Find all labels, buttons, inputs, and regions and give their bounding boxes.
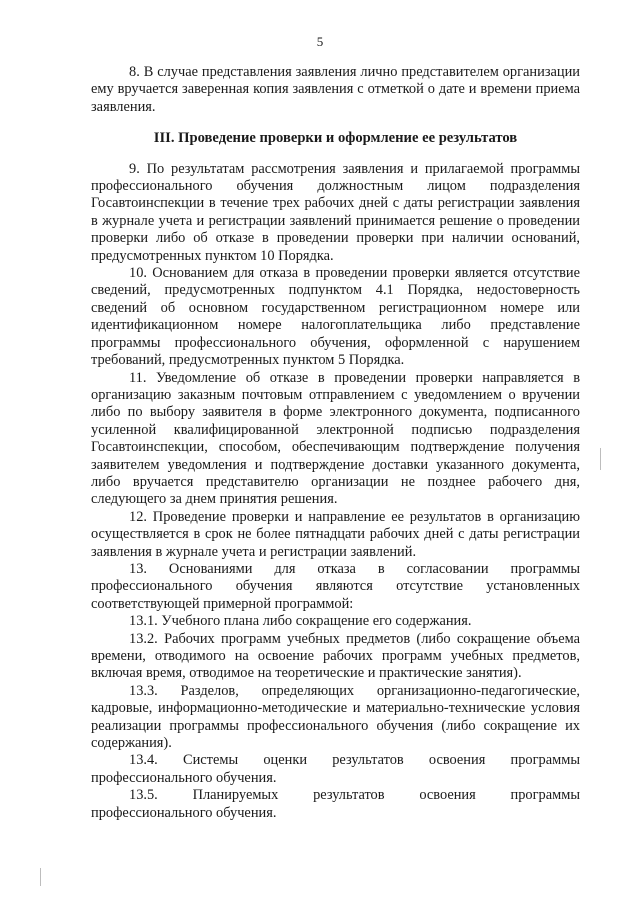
paragraph-12: 12. Проведение проверки и направление ее результатов в организацию осуществляется в срок не более пятнадцати рабочих дней с даты регистрации заявления в журнале учета и регистрации заявлений. (91, 508, 580, 560)
paragraph-9: 9. По результатам рассмотрения заявления и прилагаемой программы профессионального обучения должностным лицом подразделения Госавтоинспекции в течение трех рабочих дней с даты регистрации заявления в журнале учета и регистрации заявлений принимается решение о проведении проверки либо об отказе в проведении проверки при наличии оснований, предусмотренных пунктом 10 Порядка. (91, 160, 580, 264)
paragraph-13-3: 13.3. Разделов, определяющих организационно-педагогические, кадровые, информационно-методические и материально-технические условия реализации программы профессионального обучения (либо сокращение их содержания). (91, 682, 580, 752)
paragraph-11: 11. Уведомление об отказе в проведении проверки направляется в организацию заказным почтовым отправлением с уведомлением о вручении либо по выбору заявителя в форме электронного документа, подписанного усиленной квалифицированной электронной подписью подразделения Госавтоинспекции, способом, обеспечивающим подтверждение получения заявителем уведомления и подтверждение доставки указанного документа, либо вручается представителю организации не позднее рабочего дня, следующего за днем принятия решения. (91, 369, 580, 508)
paragraph-10: 10. Основанием для отказа в проведении проверки является отсутствие сведений, предусмотренных подпунктом 4.1 Порядка, недостоверность сведений об основном государственном регистрационном номере или идентификационном номере налогоплательщика либо представление программы профессионального обучения, оформленной с нарушением требований, предусмотренных пунктом 5 Порядка. (91, 265, 580, 369)
paragraph-13-1: 13.1. Учебного плана либо сокращение его содержания. (129, 613, 472, 630)
scan-artifact-mark (40, 868, 41, 886)
page-number: 5 (316, 34, 324, 49)
paragraph-13-4: 13.4. Системы оценки результатов освоения программы профессионального обучения. (91, 752, 580, 786)
paragraph-13: 13. Основаниями для отказа в согласовании программы профессионального обучения являются отсутствие установленных соответствующей примерной программой: (91, 560, 580, 612)
document-body (91, 64, 580, 822)
section-heading: III. Проведение проверки и оформление ее результатов (153, 130, 518, 147)
paragraph-13-2: 13.2. Рабочих программ учебных предметов (либо сокращение объема времени, отводимого на освоение рабочих программ учебных предметов, включая время, отводимое на теоретические и практические занятия). (91, 630, 580, 682)
scan-artifact-mark (600, 448, 601, 470)
paragraph-13-5: 13.5. Планируемых результатов освоения программы профессионального обучения. (91, 787, 580, 821)
paragraph-8: 8. В случае представления заявления лично представителем организации ему вручается заверенная копия заявления с отметкой о дате и времени приема заявления. (91, 64, 580, 115)
